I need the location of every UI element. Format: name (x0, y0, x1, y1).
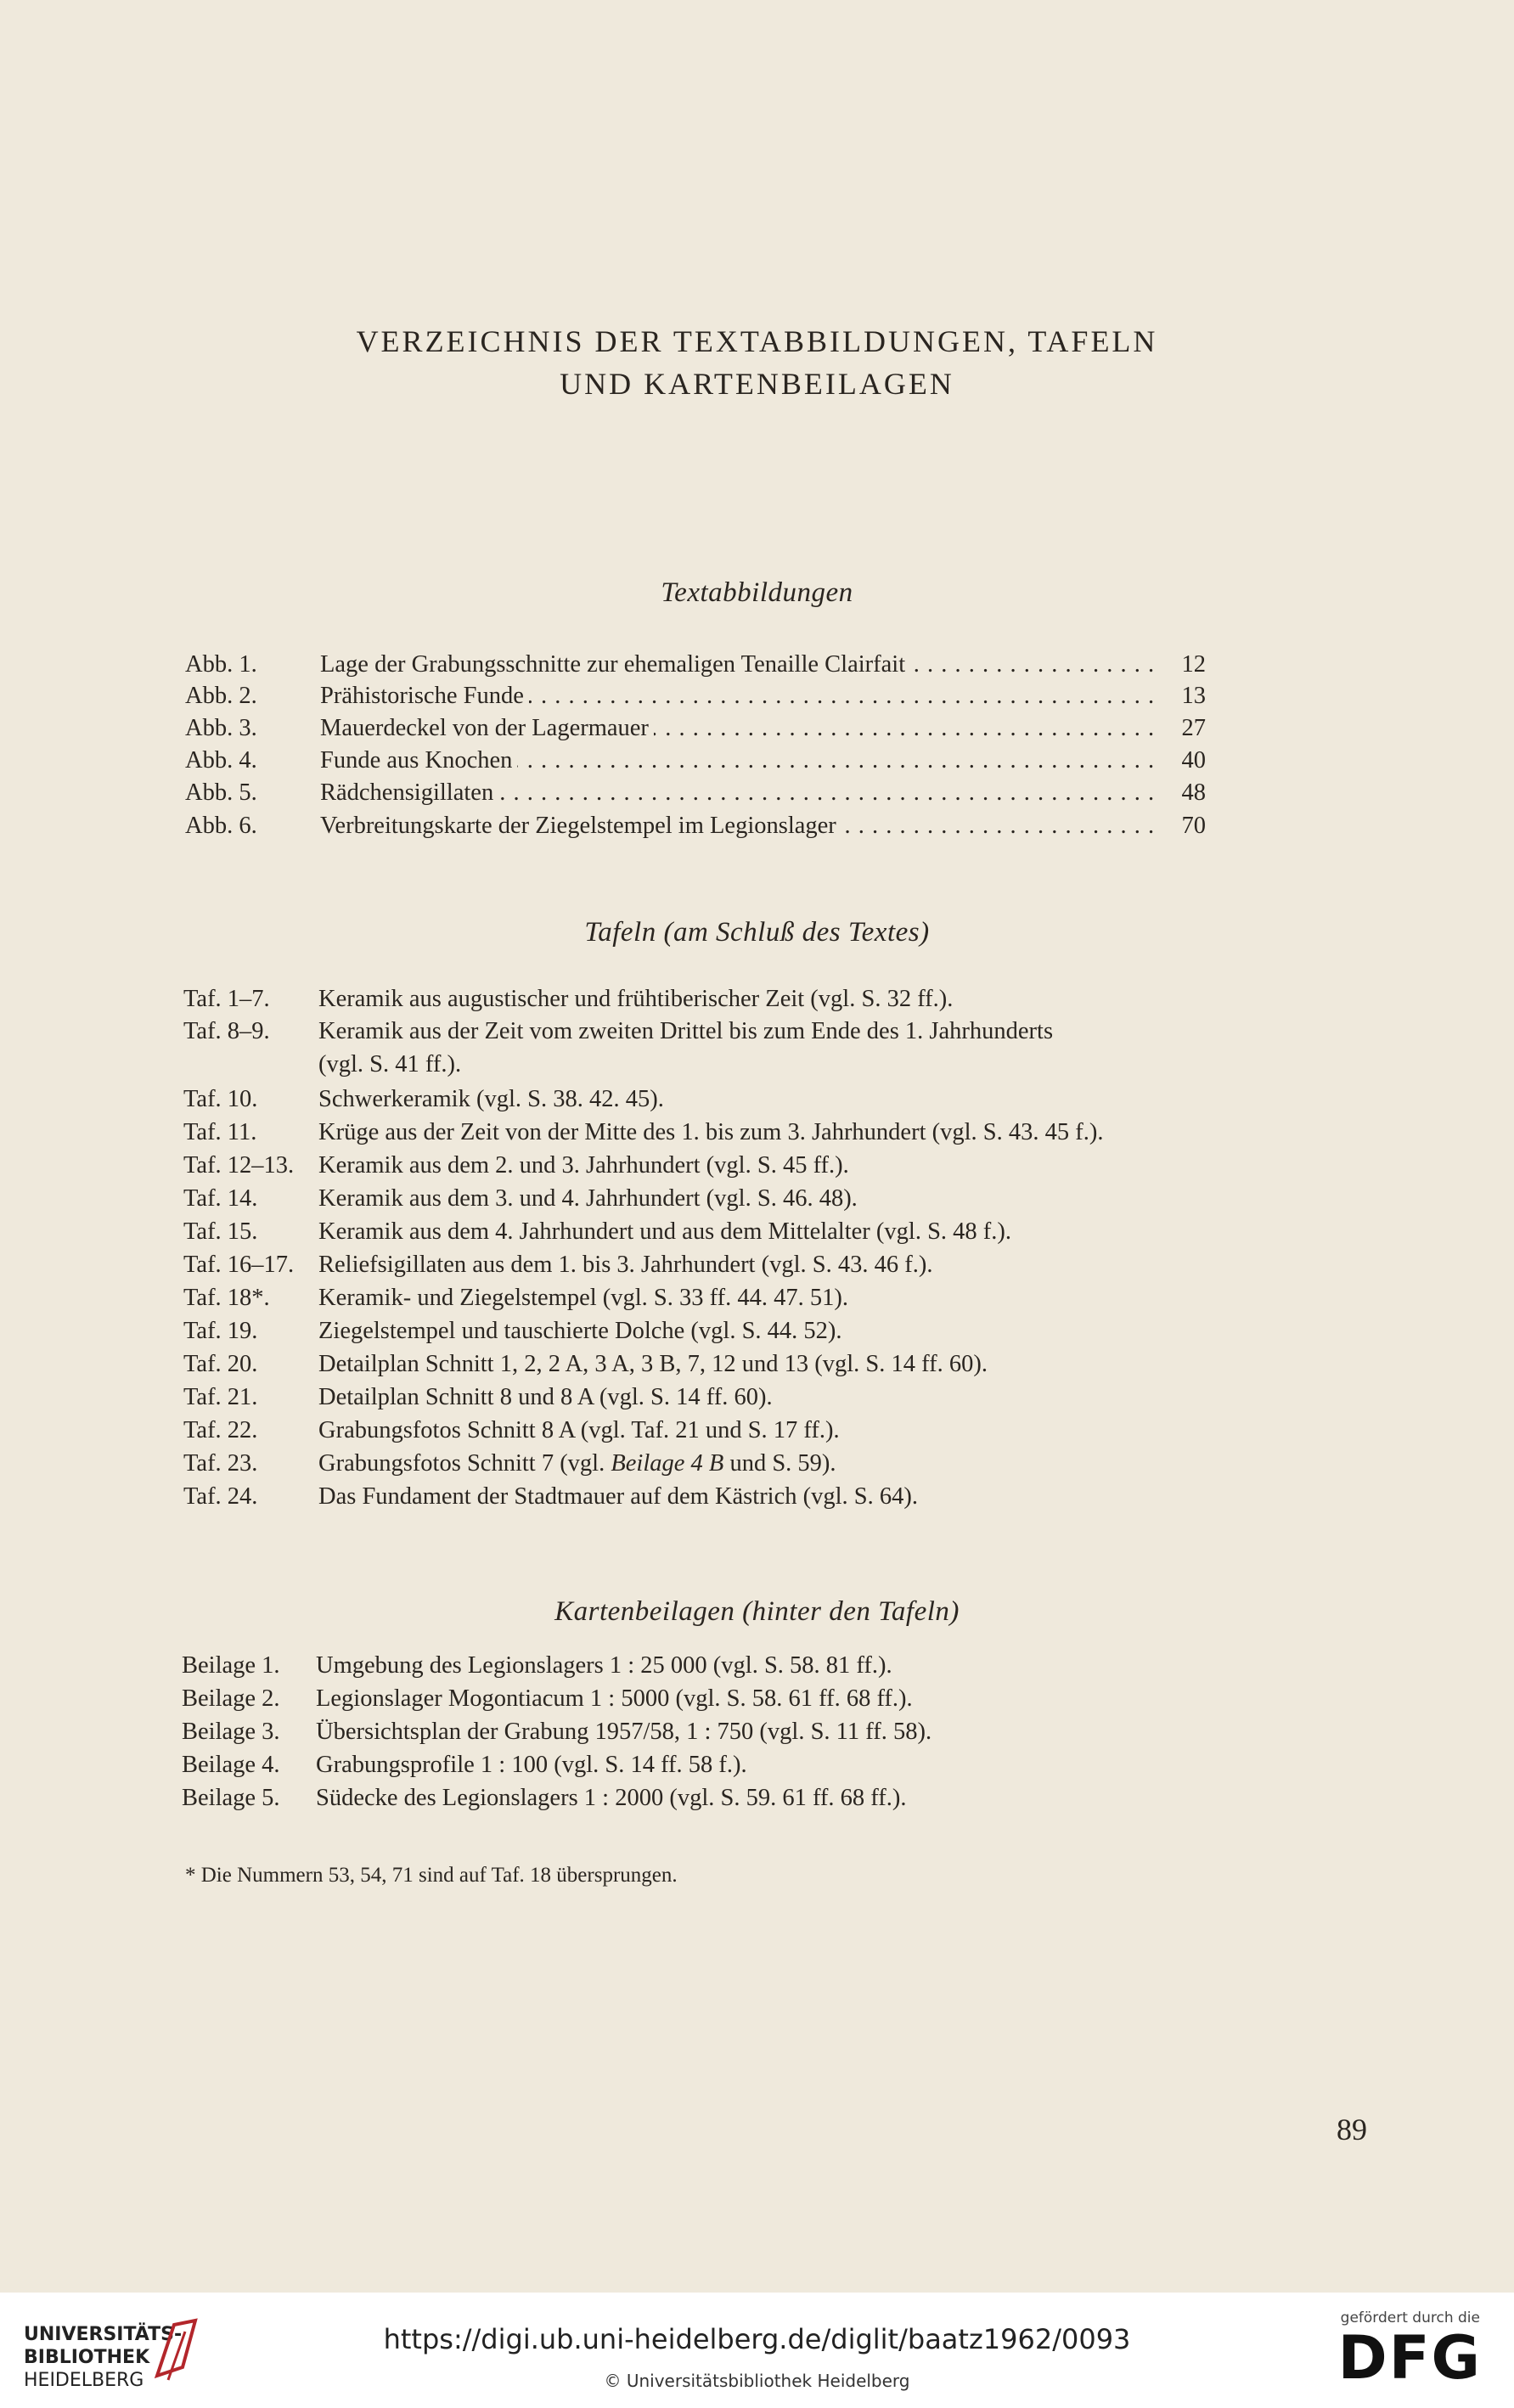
entry-text: Keramik aus dem 4. Jahrhundert und aus dem Mittelalter (vgl. S. 48 f.). (318, 1218, 1012, 1245)
entry-text: Detailplan Schnitt 8 und 8 A (vgl. S. 14 ff. 60). (318, 1384, 773, 1410)
dfg-logo[interactable]: DFG (1337, 2323, 1482, 2393)
logo-line-2: BIBLIOTHEK (24, 2347, 150, 2368)
entry-text: Krüge aus der Zeit von der Mitte des 1. bis zum 3. Jahrhundert (vgl. S. 43. 45 f.). (318, 1119, 1104, 1145)
entry-text: Übersichtsplan der Grabung 1957/58, 1 : 750 (vgl. S. 11 ff. 58). (316, 1719, 932, 1745)
entry-label: Abb. 6. (185, 813, 257, 839)
section-heading-tafeln: Tafeln (am Schluß des Textes) (584, 917, 930, 948)
entry-text: Lage der Grabungsschnitte zur ehemaligen Tenaille Clairfait (320, 651, 910, 678)
entry-label: Taf. 21. (183, 1384, 258, 1410)
section-heading-kartenbeilagen: Kartenbeilagen (hinter den Tafeln) (554, 1596, 960, 1627)
entry-text: Südecke des Legionslagers 1 : 2000 (vgl. S. 59. 61 ff. 68 ff.). (316, 1785, 907, 1811)
page-title-line-2: UND KARTENBEILAGEN (560, 367, 954, 401)
entry-text: Mauerdeckel von der Lagermauer (320, 715, 654, 741)
entry-label: Taf. 12–13. (183, 1152, 295, 1179)
entry-label: Taf. 10. (183, 1086, 258, 1112)
toc-row (185, 810, 1206, 842)
entry-page: 48 (1181, 779, 1206, 806)
page-number: 89 (1337, 2113, 1367, 2146)
entry-text: Legionslager Mogontiacum 1 : 5000 (vgl. S. 58. 61 ff. 68 ff.). (316, 1685, 913, 1712)
entry-page: 40 (1181, 747, 1206, 774)
entry-label: Abb. 1. (185, 651, 257, 678)
toc-row (185, 745, 1206, 777)
entry-label: Taf. 20. (183, 1351, 258, 1377)
footnote: * Die Nummern 53, 54, 71 sind auf Taf. 18 übersprungen. (185, 1864, 678, 1887)
entry-text: Funde aus Knochen (320, 747, 517, 774)
viewer-footer (0, 2293, 1514, 2408)
entry-page: 27 (1181, 715, 1206, 741)
copyright-notice: © Universitätsbibliothek Heidelberg (604, 2371, 910, 2391)
entry-page: 12 (1181, 651, 1206, 678)
entry-page: 70 (1181, 813, 1206, 839)
entry-label: Taf. 19. (183, 1318, 258, 1344)
permalink-url[interactable]: https://digi.ub.uni-heidelberg.de/diglit/baatz1962/0093 (383, 2323, 1131, 2355)
entry-label: Taf. 11. (183, 1119, 257, 1145)
entry-label: Beilage 2. (182, 1685, 280, 1712)
entry-text-continuation: (vgl. S. 41 ff.). (318, 1051, 462, 1077)
entry-label: Abb. 2. (185, 683, 257, 709)
entry-label: Taf. 16–17. (183, 1252, 295, 1278)
entry-text: Keramik- und Ziegelstempel (vgl. S. 33 ff. 44. 47. 51). (318, 1285, 848, 1311)
entry-label: Taf. 1–7. (183, 986, 270, 1012)
entry-label: Taf. 23. (183, 1450, 258, 1477)
entry-page: 13 (1181, 683, 1206, 709)
entry-label: Abb. 5. (185, 779, 257, 806)
entry-text: Grabungsfotos Schnitt 7 (vgl. Beilage 4 B und S. 59). (318, 1450, 836, 1477)
entry-label: Beilage 3. (182, 1719, 280, 1745)
entry-text: Rädchensigillaten (320, 779, 498, 806)
section-heading-textabbildungen: Textabbildungen (661, 577, 853, 608)
funding-note: gefördert durch die (1340, 2310, 1480, 2326)
logo-line-1: UNIVERSITÄTS- (24, 2324, 183, 2345)
entry-text: Verbreitungskarte der Ziegelstempel im Legionslager (320, 813, 841, 839)
logo-line-3: HEIDELBERG (24, 2370, 144, 2391)
entry-text: Grabungsprofile 1 : 100 (vgl. S. 14 ff. 58 f.). (316, 1752, 747, 1778)
entry-text: Das Fundament der Stadtmauer auf dem Kästrich (vgl. S. 64). (318, 1483, 919, 1510)
toc-row (185, 649, 1206, 681)
toc-row (185, 712, 1206, 745)
entry-text: Schwerkeramik (vgl. S. 38. 42. 45). (318, 1086, 664, 1112)
entry-text: Detailplan Schnitt 1, 2, 2 A, 3 A, 3 B, 7, 12 und 13 (vgl. S. 14 ff. 60). (318, 1351, 988, 1377)
toc-row (185, 777, 1206, 809)
entry-label: Taf. 14. (183, 1185, 258, 1212)
entry-label: Abb. 3. (185, 715, 257, 741)
entry-label: Beilage 5. (182, 1785, 280, 1811)
entry-label: Taf. 8–9. (183, 1018, 270, 1044)
entry-label: Taf. 24. (183, 1483, 258, 1510)
entry-text: Prähistorische Funde (320, 683, 529, 709)
entry-label: Beilage 1. (182, 1652, 280, 1679)
entry-label: Taf. 22. (183, 1417, 258, 1443)
page-title-line-1: VERZEICHNIS DER TEXTABBILDUNGEN, TAFELN (356, 324, 1158, 358)
entry-label: Beilage 4. (182, 1752, 280, 1778)
entry-label: Taf. 15. (183, 1218, 258, 1245)
entry-text: Reliefsigillaten aus dem 1. bis 3. Jahrhundert (vgl. S. 43. 46 f.). (318, 1252, 933, 1278)
entry-text: Grabungsfotos Schnitt 8 A (vgl. Taf. 21 und S. 17 ff.). (318, 1417, 840, 1443)
entry-label: Abb. 4. (185, 747, 257, 774)
entry-text: Ziegelstempel und tauschierte Dolche (vgl. S. 44. 52). (318, 1318, 842, 1344)
entry-text: Keramik aus dem 2. und 3. Jahrhundert (vgl. S. 45 ff.). (318, 1152, 849, 1179)
entry-text: Umgebung des Legionslagers 1 : 25 000 (vgl. S. 58. 81 ff.). (316, 1652, 892, 1679)
entry-text: Keramik aus augustischer und frühtiberischer Zeit (vgl. S. 32 ff.). (318, 986, 954, 1012)
toc-row (185, 680, 1206, 712)
entry-label: Taf. 18*. (183, 1285, 270, 1311)
entry-text: Keramik aus dem 3. und 4. Jahrhundert (vgl. S. 46. 48). (318, 1185, 858, 1212)
entry-text: Keramik aus der Zeit vom zweiten Drittel bis zum Ende des 1. Jahrhunderts (318, 1018, 1054, 1044)
